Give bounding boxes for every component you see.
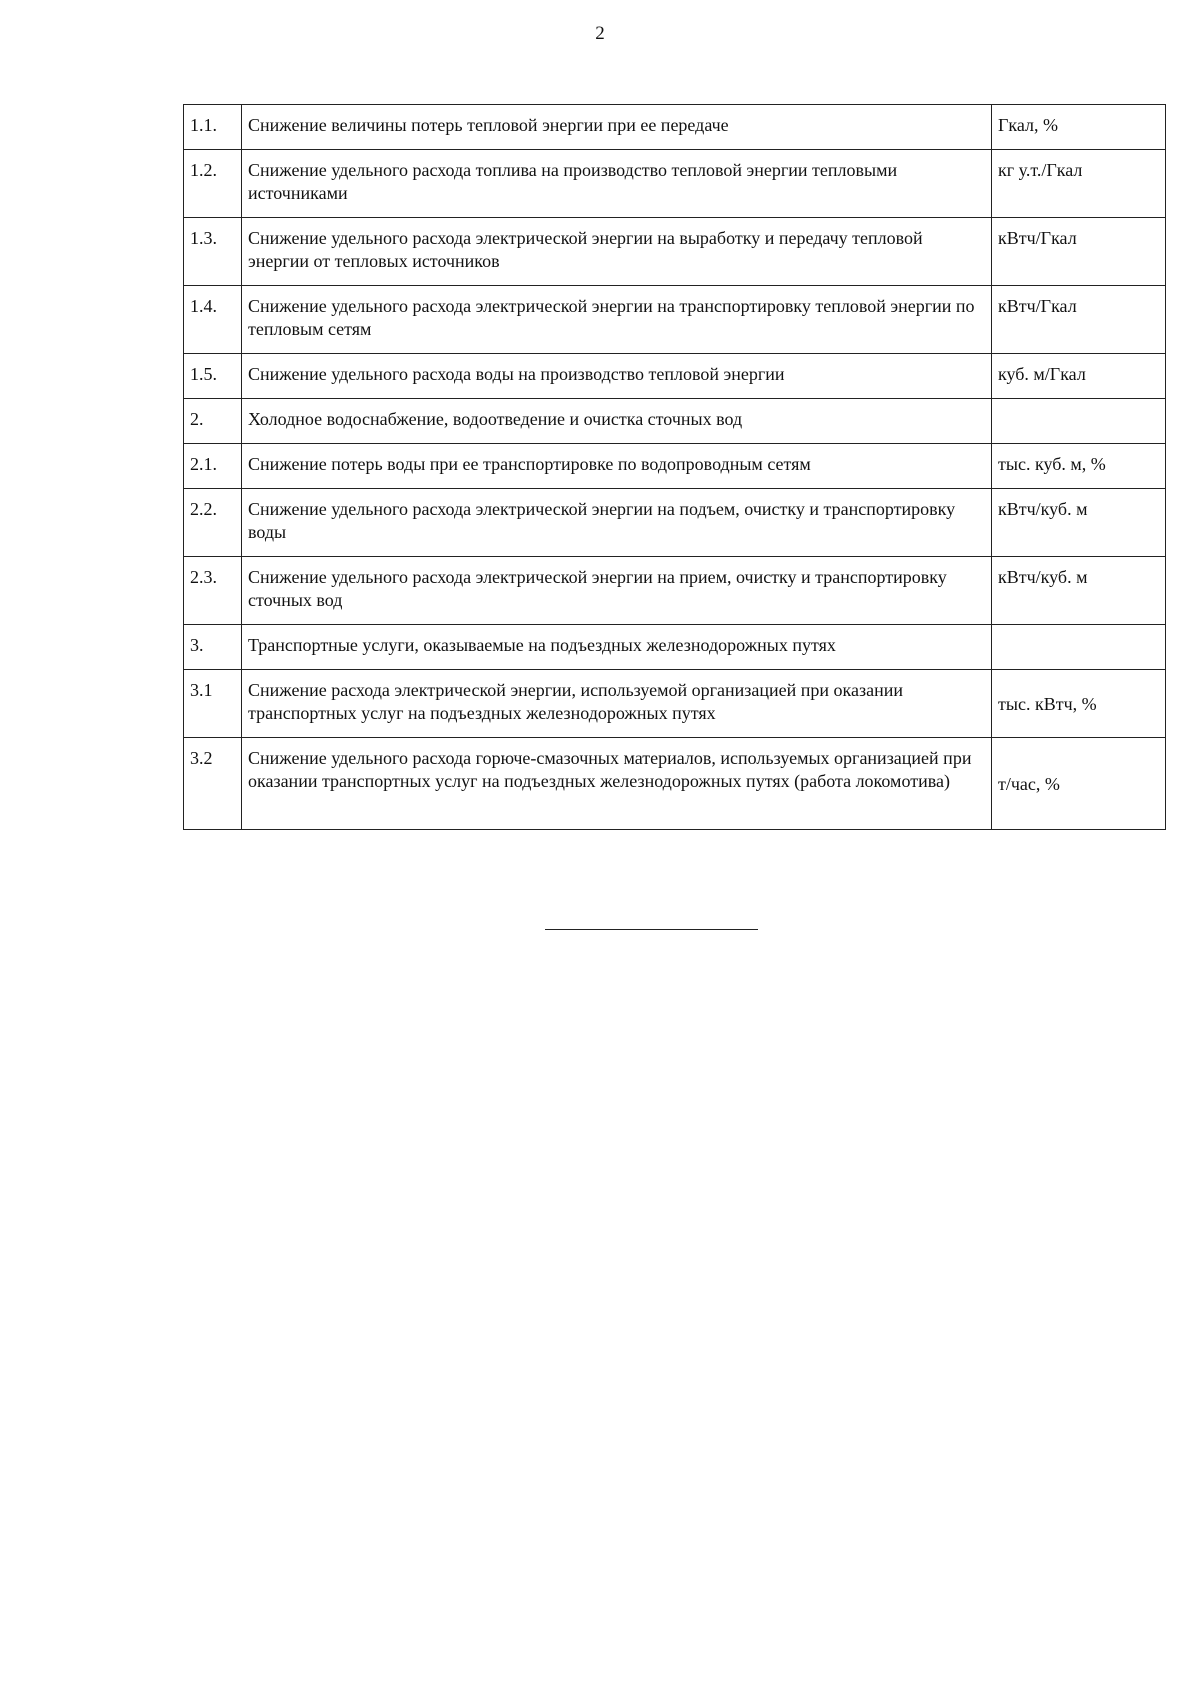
table-row (184, 286, 1166, 354)
row-name: Снижение потерь воды при ее транспортировке по водопроводным сетям (242, 444, 992, 489)
row-name: Снижение величины потерь тепловой энергии при ее передаче (242, 105, 992, 150)
row-number: 1.3. (184, 218, 242, 286)
row-number: 1.1. (184, 105, 242, 150)
row-number: 1.2. (184, 150, 242, 218)
row-unit (992, 399, 1166, 444)
indicators-table (183, 104, 1166, 830)
row-number: 1.5. (184, 354, 242, 399)
row-unit: т/час, % (992, 738, 1166, 830)
row-unit (992, 625, 1166, 670)
table-row (184, 150, 1166, 218)
row-name: Снижение расхода электрической энергии, используемой организацией при оказании транспортных услуг на подъездных железнодорожных путях (242, 670, 992, 738)
table-row (184, 625, 1166, 670)
table-row (184, 444, 1166, 489)
row-unit: тыс. куб. м, % (992, 444, 1166, 489)
row-unit: куб. м/Гкал (992, 354, 1166, 399)
row-unit: кВтч/Гкал (992, 286, 1166, 354)
table-row (184, 489, 1166, 557)
row-name: Снижение удельного расхода электрической энергии на выработку и передачу тепловой энергии от тепловых источников (242, 218, 992, 286)
row-name: Снижение удельного расхода электрической энергии на прием, очистку и транспортировку сточных вод (242, 557, 992, 625)
row-unit: кВтч/куб. м (992, 557, 1166, 625)
row-unit: тыс. кВтч, % (992, 670, 1166, 738)
table-row (184, 354, 1166, 399)
row-unit: кВтч/Гкал (992, 218, 1166, 286)
table-row (184, 218, 1166, 286)
page-number: 2 (595, 23, 605, 44)
row-number: 2.3. (184, 557, 242, 625)
row-name: Снижение удельного расхода электрической энергии на транспортировку тепловой энергии по тепловым сетям (242, 286, 992, 354)
table-row (184, 557, 1166, 625)
row-name: Снижение удельного расхода электрической энергии на подъем, очистку и транспортировку воды (242, 489, 992, 557)
row-number: 2. (184, 399, 242, 444)
table-row (184, 105, 1166, 150)
row-name: Холодное водоснабжение, водоотведение и очистка сточных вод (242, 399, 992, 444)
row-name: Снижение удельного расхода топлива на производство тепловой энергии тепловыми источниками (242, 150, 992, 218)
row-unit: кг у.т./Гкал (992, 150, 1166, 218)
row-name: Снижение удельного расхода воды на производство тепловой энергии (242, 354, 992, 399)
row-number: 2.1. (184, 444, 242, 489)
row-unit: кВтч/куб. м (992, 489, 1166, 557)
table-row (184, 670, 1166, 738)
end-divider-line (545, 929, 758, 930)
row-number: 3.1 (184, 670, 242, 738)
row-number: 3. (184, 625, 242, 670)
row-number: 3.2 (184, 738, 242, 830)
table-row (184, 738, 1166, 830)
row-name: Снижение удельного расхода горюче-смазочных материалов, используемых организацией при оказании транспортных услуг на подъездных железнодорожных путях (работа локомотива) (242, 738, 992, 830)
table-row (184, 399, 1166, 444)
row-unit: Гкал, % (992, 105, 1166, 150)
row-number: 2.2. (184, 489, 242, 557)
row-name: Транспортные услуги, оказываемые на подъездных железнодорожных путях (242, 625, 992, 670)
row-number: 1.4. (184, 286, 242, 354)
